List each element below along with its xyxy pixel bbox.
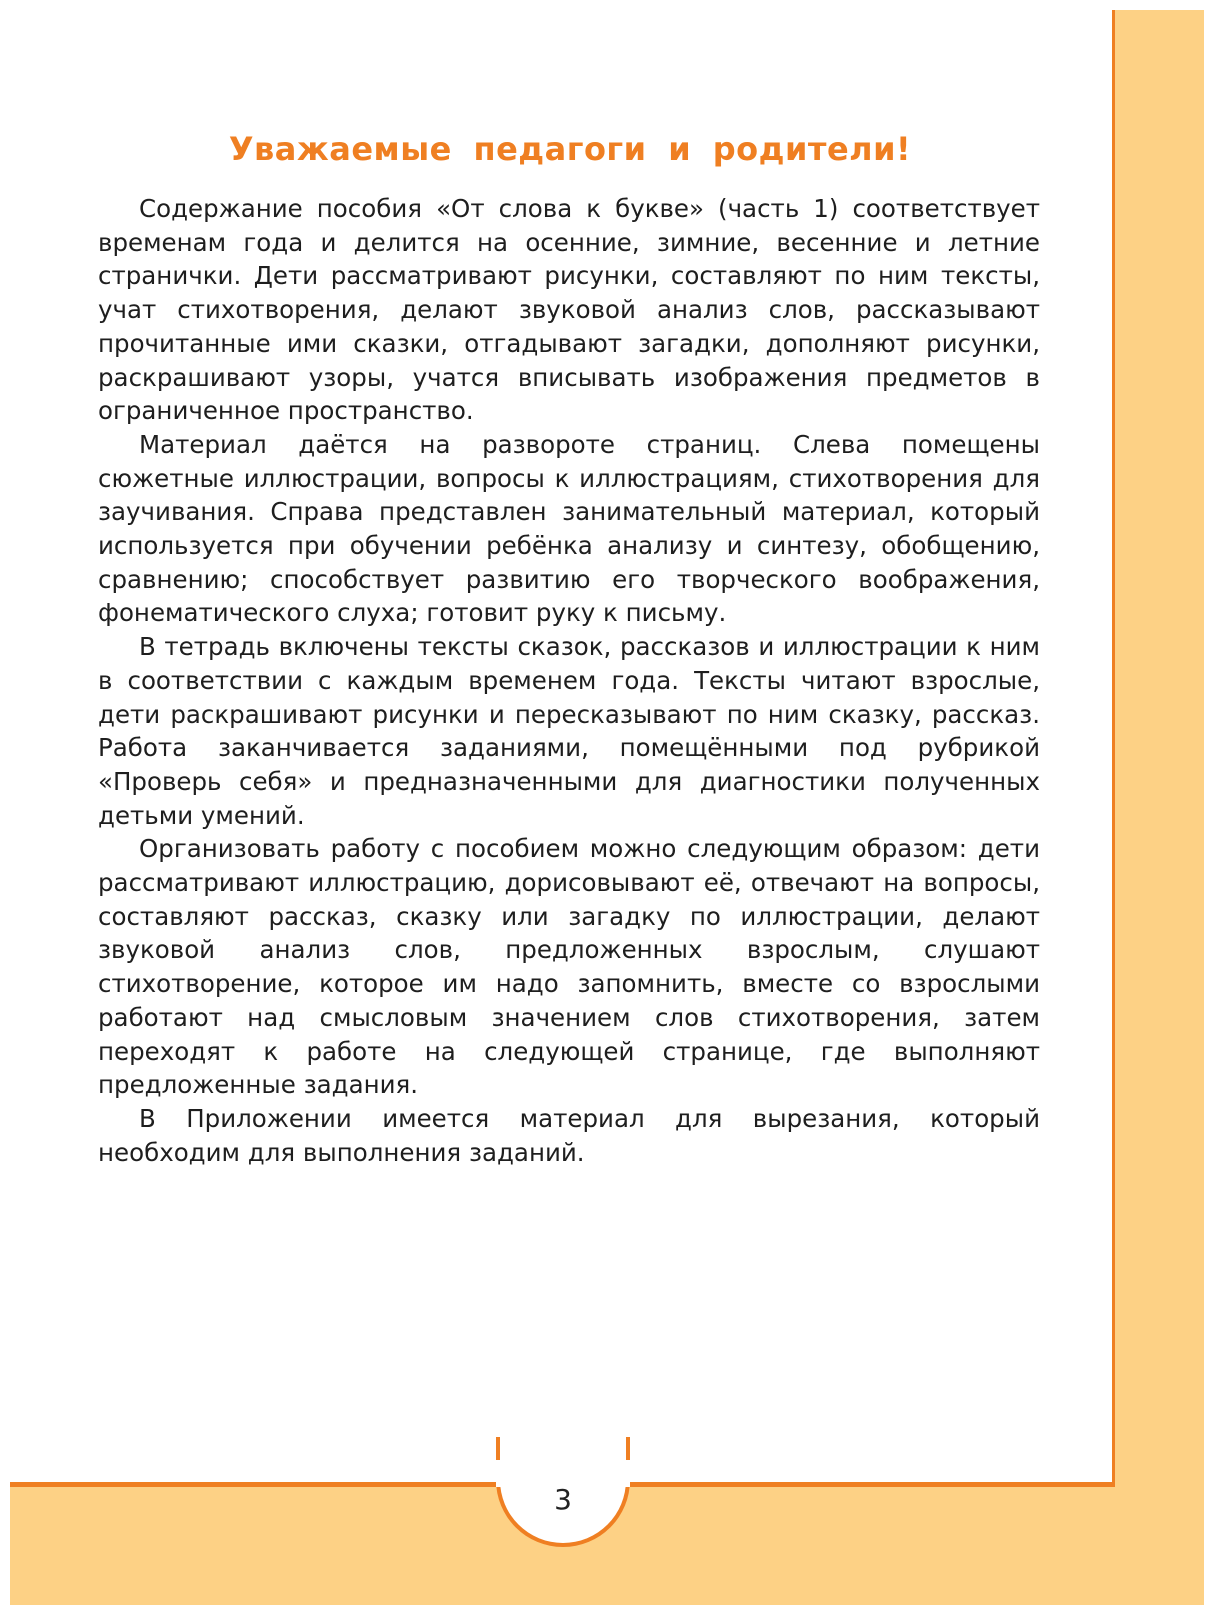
paragraph: В Приложении имеется материал для вырезания, который необходим для выполнения заданий. [98,1103,1040,1167]
page-title: Уважаемые педагоги и родители! [228,130,912,168]
paragraph: Организовать работу с пособием можно следующим образом: дети рассматривают иллюстрацию, дорисовывают её, отвечают на вопросы, составляют рассказ, сказку или загадку по иллюстрации, делают звуковой анализ слов, предложенных взрослым, слушают стихотворение, которое им надо запомнить, вместе со взрослыми работают над смысловым значением слов стихотворения, затем переходят к работе на следующей странице, где выполняют предложенные задания. [98,834,1040,1100]
body-text [98,192,1040,1169]
paragraph: Материал даётся на развороте страниц. Слева помещены сюжетные иллюстрации, вопросы к иллюстрациям, стихотворения для заучивания. Справа представлен занимательный материал, который используется при обучении ребёнка анализу и синтезу, обобщению, сравнению; способствует развитию его творческого воображения, фонематического слуха; готовит руку к письму. [98,429,1040,628]
paragraph: Содержание пособия «От слова к букве» (часть 1) соответствует временам года и делится на осенние, зимние, весенние и летние странички. Дети рассматривают рисунки, составляют по ним тексты, учат стихотворения, делают звуковой анализ слов, рассказывают прочитанные ими сказки, отгадывают загадки, дополняют рисунки, раскрашивают узоры, учатся вписывать изображения предметов в ограниченное пространство. [98,194,1040,426]
paragraph: В тетрадь включены тексты сказок, рассказов и иллюстрации к ним в соответствии с каждым временем года. Тексты читают взрослые, дети раскрашивают рисунки и пересказывают по ним сказку, рассказ. Работа заканчивается заданиями, помещёнными под рубрикой «Проверь себя» и предназначенными для диагностики полученных детьми умений. [98,632,1040,830]
page-frame-right [1112,10,1204,1605]
page-number: 3 [554,1483,572,1516]
page-edge-right [1112,10,1115,1487]
